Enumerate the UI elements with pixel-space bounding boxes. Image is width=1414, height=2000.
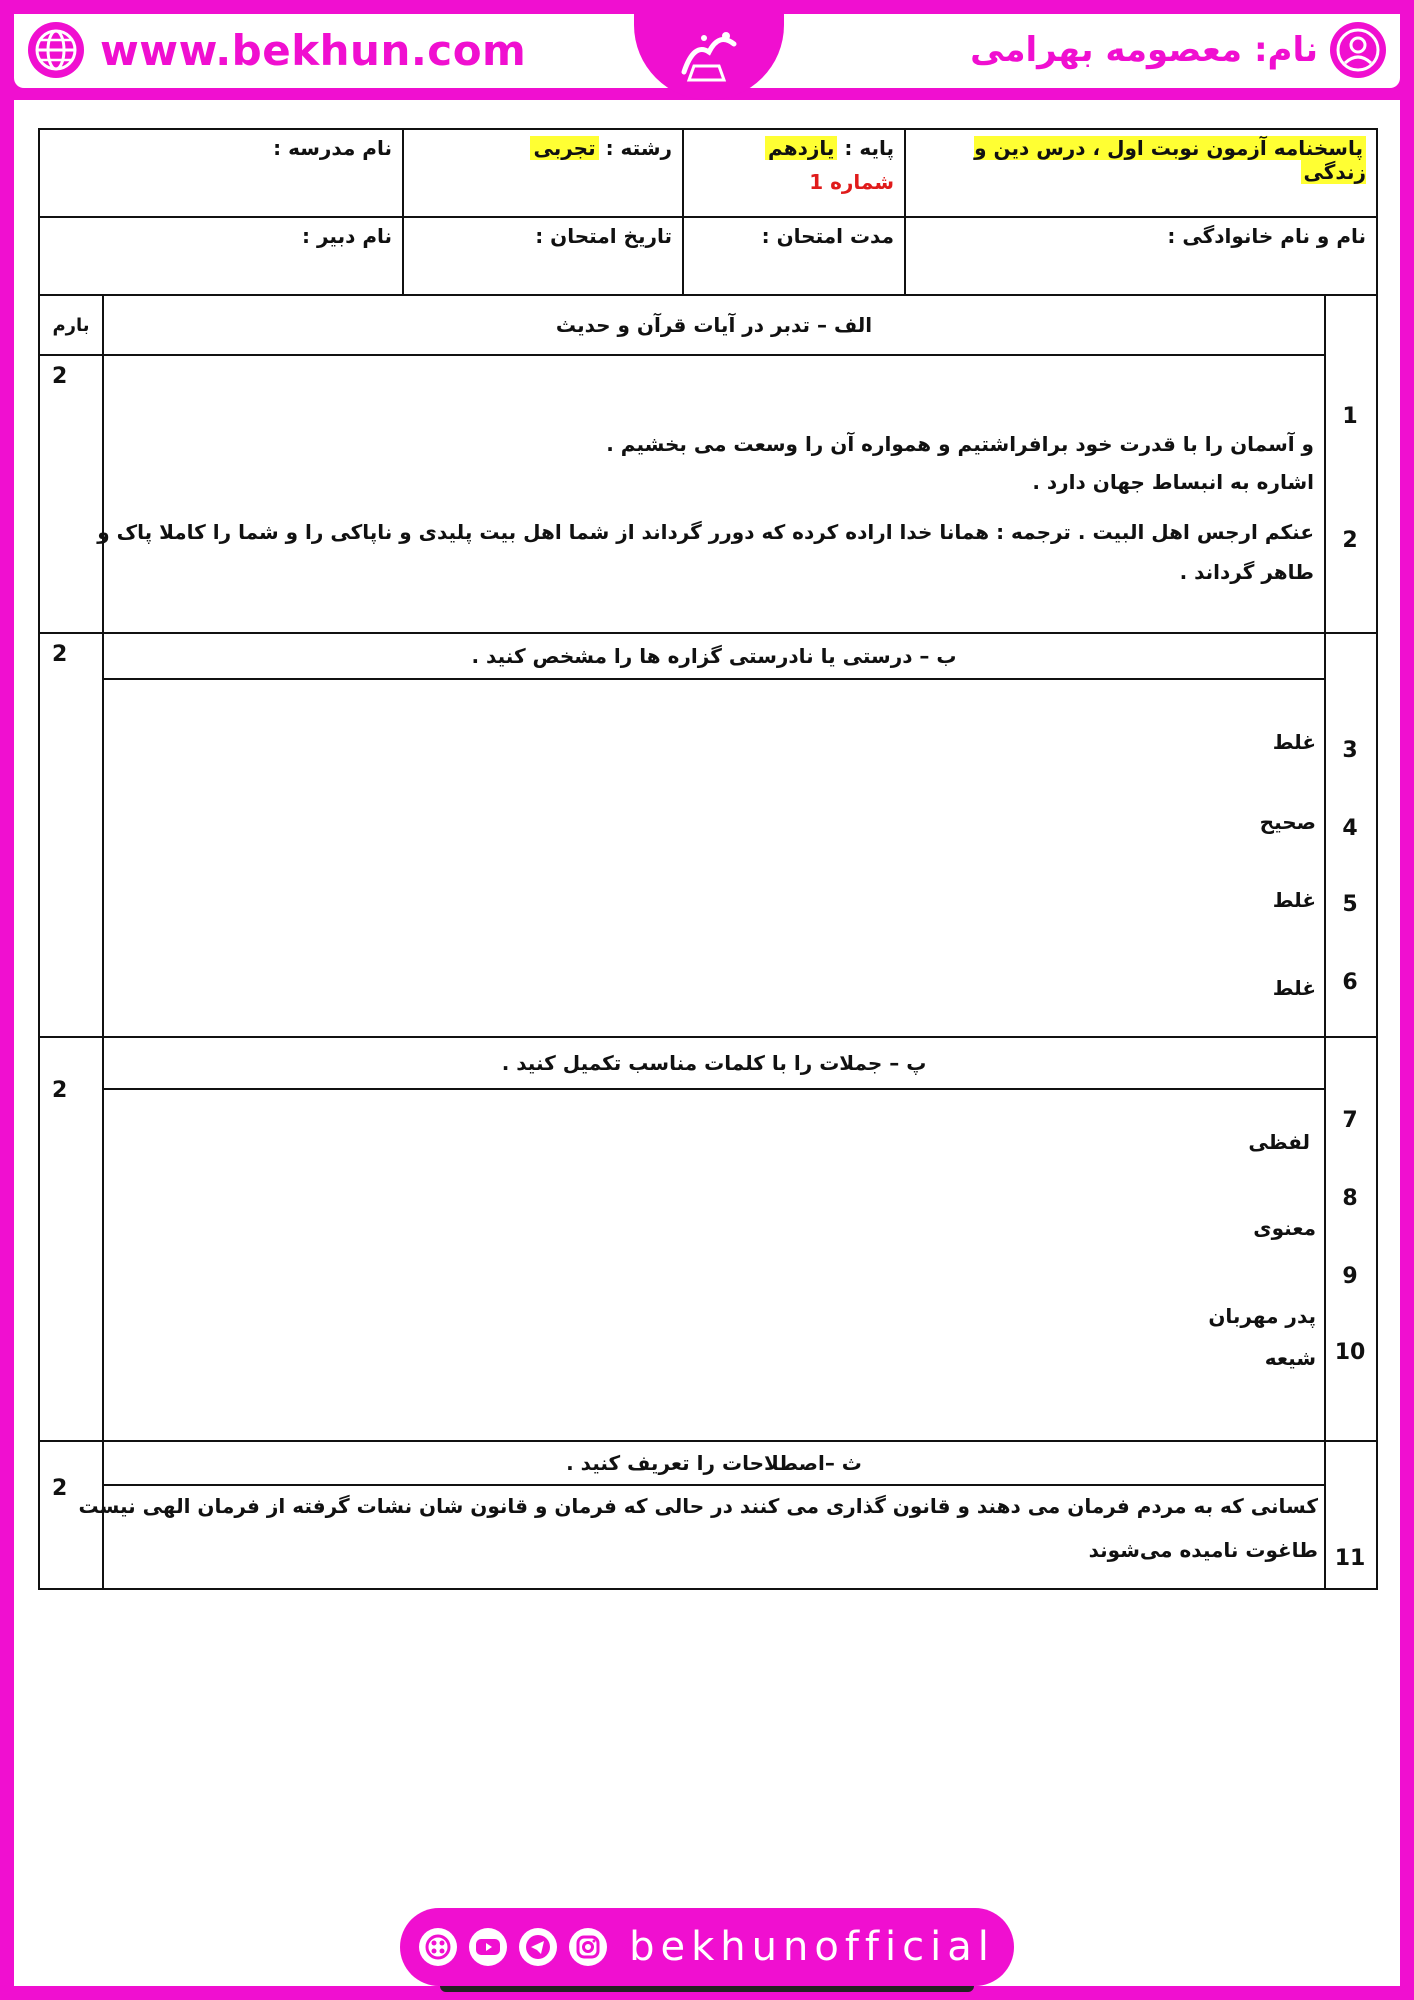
section-b-title: ب – درستی یا نادرستی گزاره ها را مشخص کنید . — [104, 634, 1324, 680]
globe-icon — [28, 22, 84, 78]
section-a-title: الف – تدبر در آیات قرآن و حدیث — [104, 296, 1324, 356]
student-cell — [904, 218, 1376, 294]
section-t-body — [78, 1486, 1324, 1588]
question-number: 3 — [1342, 738, 1358, 763]
date-label: تاریخ امتحان : — [535, 224, 672, 248]
info-row-1 — [40, 130, 1376, 218]
section-p-title: پ – جملات را با کلمات مناسب تکمیل کنید . — [104, 1038, 1324, 1090]
section-p-body — [104, 1090, 1324, 1440]
owner-info — [970, 22, 1386, 78]
field-label: رشته : — [605, 136, 672, 160]
duration-label: مدت امتحان : — [761, 224, 894, 248]
answer-item: غلط — [1272, 976, 1316, 1000]
section-a-body — [97, 356, 1324, 632]
header-bar — [14, 14, 1400, 100]
grade-cell — [682, 130, 904, 216]
user-icon — [1330, 22, 1386, 78]
answer-item: معنوی — [1253, 1216, 1316, 1240]
answer-item: شیعه — [1264, 1346, 1316, 1370]
exam-title: پاسخنامه آزمون نوبت اول ، درس دین و زندگی — [974, 136, 1366, 184]
title-cell — [904, 130, 1376, 216]
question-number: 1 — [1342, 404, 1358, 429]
answer-item: غلط — [1272, 888, 1316, 912]
section-t — [40, 1442, 1376, 1588]
answer-item: پدر مهربان — [1208, 1304, 1316, 1328]
instagram-icon[interactable] — [569, 1928, 607, 1966]
grade-label: پایه : — [844, 136, 894, 160]
question-number: 8 — [1342, 1186, 1358, 1211]
section-b — [40, 634, 1376, 1038]
section-t-numbers — [1324, 1442, 1376, 1588]
school-label: نام مدرسه : — [273, 136, 392, 160]
answer-item: لفظی — [1248, 1130, 1310, 1154]
date-cell — [402, 218, 682, 294]
duration-cell — [682, 218, 904, 294]
aparat-icon[interactable] — [419, 1928, 457, 1966]
answer-line: کسانی که به مردم فرمان می دهند و قانون گذاری می کنند در حالی که فرمان و قانون شان نشات گرفته از فرمان الهی نیست — [78, 1494, 1318, 1518]
school-cell — [40, 130, 402, 216]
answer-item: صحیح — [1259, 810, 1316, 834]
answer-line: و آسمان را با قدرت خود برافراشتیم و همواره آن را وسعت می بخشیم . — [606, 432, 1314, 456]
section-b-numbers — [1324, 634, 1376, 1036]
score-header: بارم — [40, 296, 102, 356]
answer-line: طاهر گرداند . — [1179, 560, 1314, 584]
section-a-main — [97, 296, 1324, 632]
answer-item: غلط — [1272, 730, 1316, 754]
section-p — [40, 1038, 1376, 1442]
question-number: 9 — [1342, 1264, 1358, 1289]
telegram-icon[interactable] — [519, 1928, 557, 1966]
section-t-main — [78, 1442, 1324, 1588]
teacher-label: نام دبیر : — [302, 224, 392, 248]
teacher-cell — [40, 218, 402, 294]
section-a-score-col — [40, 296, 102, 632]
site-url[interactable]: www.bekhun.com — [100, 25, 527, 75]
section-b-score-col — [40, 634, 102, 1036]
section-score: 2 — [52, 1476, 68, 1501]
info-row-2 — [40, 218, 1376, 296]
question-number: 6 — [1342, 970, 1358, 995]
social-handle[interactable]: bekhunofficial — [629, 1924, 995, 1970]
exam-number: شماره 1 — [809, 170, 894, 194]
question-number: 11 — [1334, 1546, 1366, 1571]
site-link[interactable] — [28, 22, 526, 78]
field-cell — [402, 130, 682, 216]
question-number: 2 — [1342, 528, 1358, 553]
answer-line: عنکم ارجس اهل البیت . ترجمه : همانا خدا اراده کرده که دورر گرداند از شما اهل بیت پلیدی و ناپاکی را و شما را کاملا پاک و — [97, 520, 1314, 544]
question-number: 4 — [1342, 816, 1358, 841]
section-b-main — [102, 634, 1324, 1036]
section-p-main — [102, 1038, 1324, 1440]
section-b-body — [104, 680, 1324, 1036]
section-a-numbers — [1324, 296, 1376, 632]
student-label: نام و نام خانوادگی : — [1167, 224, 1366, 248]
question-number: 5 — [1342, 892, 1358, 917]
field-value: تجربی — [530, 136, 598, 160]
answer-line: اشاره به انبساط جهان دارد . — [1032, 470, 1314, 494]
section-score: 2 — [52, 1078, 68, 1103]
answer-line: طاغوت نامیده می‌شوند — [1088, 1538, 1318, 1562]
section-score: 2 — [52, 642, 68, 667]
section-t-title: ث –اصطلاحات را تعریف کنید . — [104, 1442, 1324, 1486]
exam-sheet — [38, 128, 1378, 1590]
question-number: 7 — [1342, 1108, 1358, 1133]
question-number: 10 — [1334, 1340, 1366, 1365]
footer-bar — [400, 1908, 1014, 1986]
section-p-score-col — [40, 1038, 102, 1440]
section-t-score-col — [40, 1442, 102, 1588]
youtube-icon[interactable] — [469, 1928, 507, 1966]
section-a — [40, 296, 1376, 634]
section-score: 2 — [52, 364, 68, 389]
owner-name: نام: معصومه بهرامی — [970, 30, 1318, 70]
section-p-numbers — [1324, 1038, 1376, 1440]
grade-value: یازدهم — [765, 136, 837, 160]
